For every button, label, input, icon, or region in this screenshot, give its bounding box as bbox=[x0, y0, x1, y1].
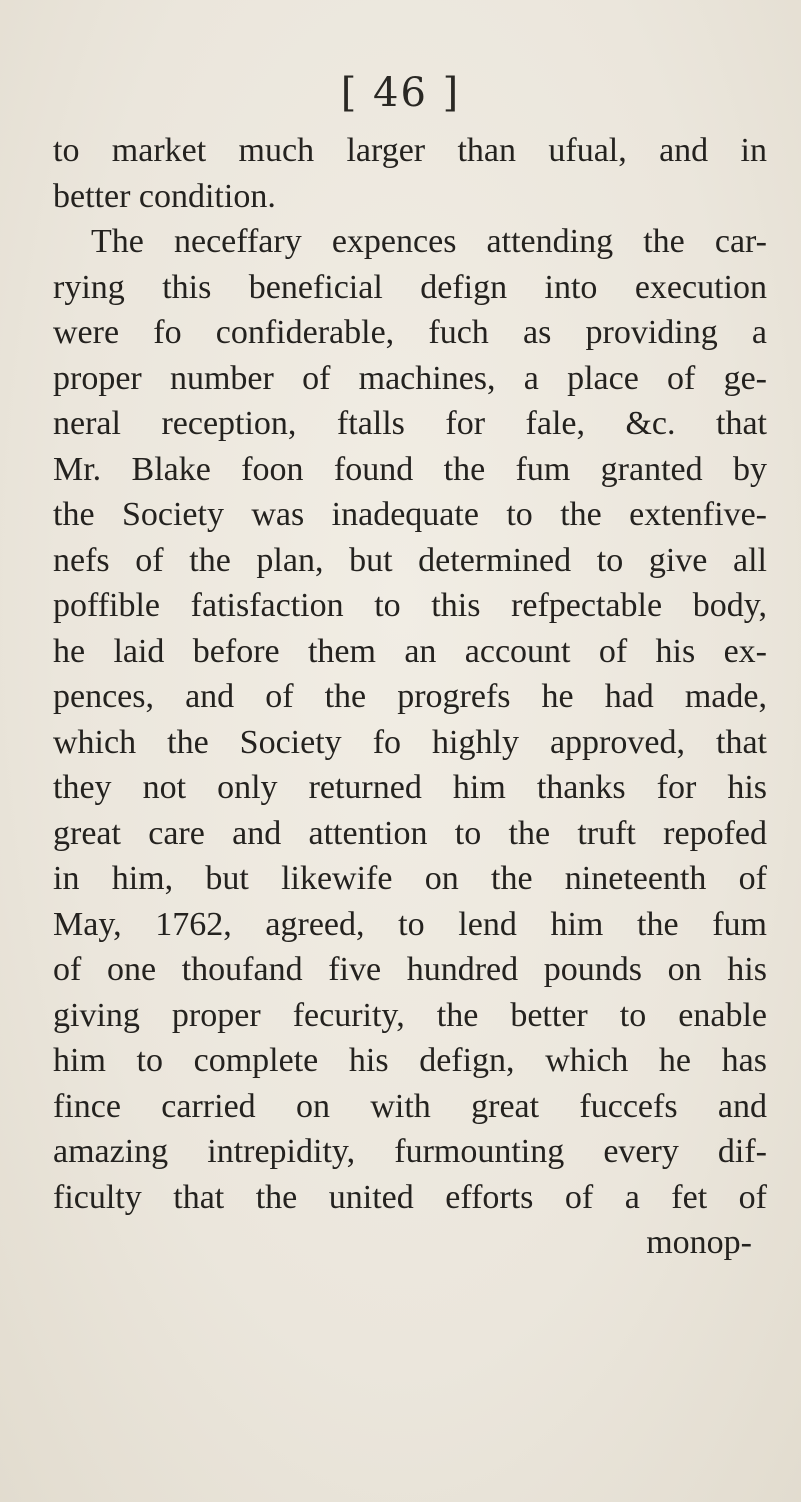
text-line: pences, and of the progrefs he had made, bbox=[53, 678, 767, 715]
text-line: neral reception, ftalls for fale, &c. that bbox=[53, 405, 767, 442]
text-line: May, 1762, agreed, to lend him the fum bbox=[53, 905, 767, 943]
text-line: proper number of machines, a place of ge- bbox=[53, 359, 767, 397]
text-line: of one thoufand five hundred pounds on his bbox=[53, 951, 767, 988]
text-line: The neceffary expences attending the car- bbox=[91, 223, 767, 260]
text-line: were fo confiderable, fuch as providing a bbox=[53, 314, 767, 351]
text-line: rying this beneficial defign into execution bbox=[53, 268, 767, 306]
text-line: poffible fatisfaction to this refpectable body, bbox=[53, 587, 767, 624]
text-line: ficulty that the united efforts of a fet of bbox=[53, 1178, 767, 1216]
text-line: he laid before them an account of his ex- bbox=[53, 632, 767, 670]
text-line: better condition. bbox=[53, 177, 276, 215]
text-line: amazing intrepidity, furmounting every dif- bbox=[53, 1133, 767, 1170]
text-line: Mr. Blake foon found the fum granted by bbox=[53, 450, 767, 488]
text-line: nefs of the plan, but determined to give all bbox=[53, 541, 767, 579]
text-line: which the Society fo highly approved, that bbox=[53, 723, 767, 761]
catchword: monop- bbox=[646, 1224, 752, 1261]
text-line: fince carried on with great fuccefs and bbox=[53, 1087, 767, 1125]
text-line: the Society was inadequate to the extenfive- bbox=[53, 496, 767, 533]
text-line: to market much larger than ufual, and in bbox=[53, 132, 767, 169]
text-line: in him, but likewife on the nineteenth of bbox=[53, 860, 767, 897]
text-line: him to complete his defign, which he has bbox=[53, 1042, 767, 1079]
text-line: great care and attention to the truft repofed bbox=[53, 814, 767, 852]
text-line: they not only returned him thanks for his bbox=[53, 769, 767, 806]
page-number: [ 46 ] bbox=[340, 70, 461, 116]
body-text bbox=[53, 128, 767, 1266]
text-line: giving proper fecurity, the better to enable bbox=[53, 996, 767, 1034]
